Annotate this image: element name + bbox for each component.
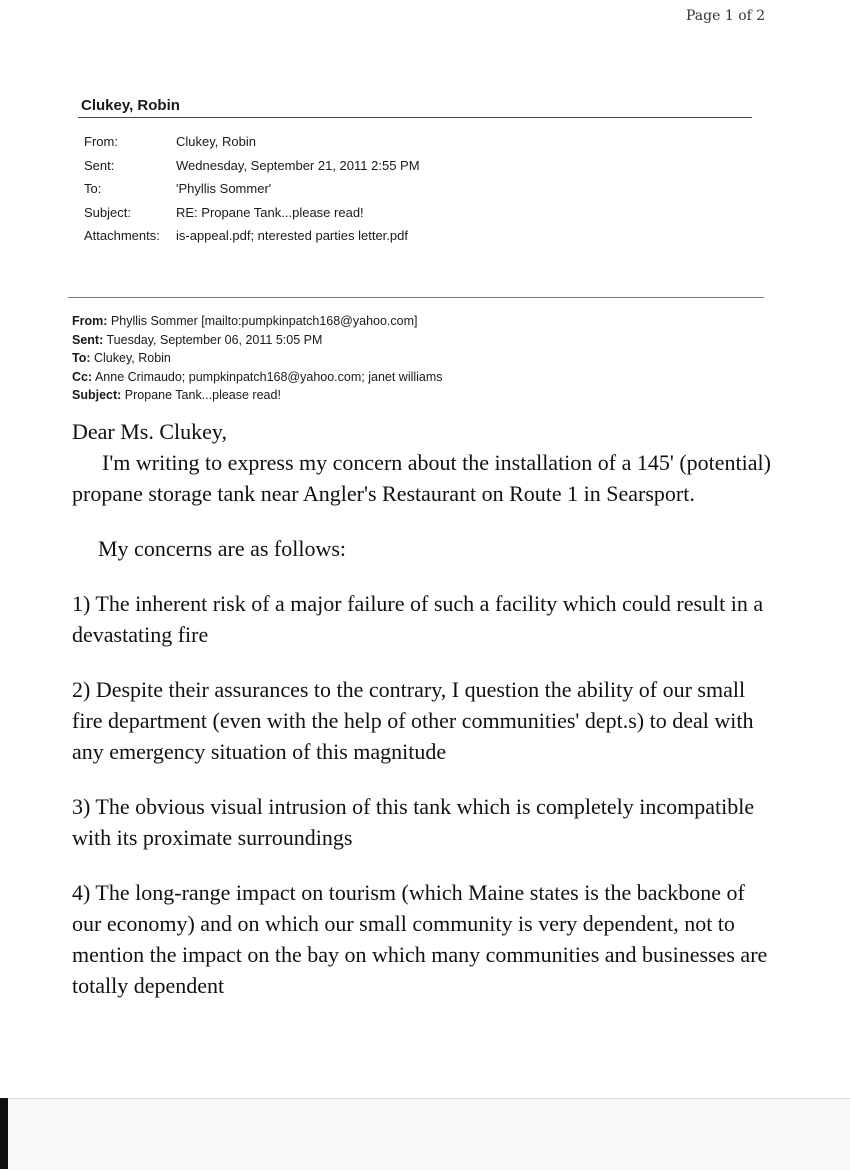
original-sent-value: Tuesday, September 06, 2011 5:05 PM <box>106 332 323 347</box>
attachments-label: Attachments: <box>84 228 160 243</box>
original-subject-label: Subject: <box>72 388 122 402</box>
original-from-row <box>72 312 443 331</box>
from-label: From: <box>84 134 118 149</box>
salutation: Dear Ms. Clukey, <box>72 419 227 444</box>
original-subject-value: Propane Tank...please read! <box>124 388 281 402</box>
concern-point-4: 4) The long-range impact on tourism (which Maine states is the backbone of our economy) and on which our small community is very dependent, not to mention the impact on the bay on which many communities and businesses are totally dependent <box>72 880 768 998</box>
original-header <box>72 312 443 405</box>
concern-point-3: 3) The obvious visual intrusion of this tank which is completely incompatible with its proximate surroundings <box>72 794 755 850</box>
original-from-value: Phyllis Sommer [mailto:pumpkinpatch168@yahoo.com] <box>110 314 418 328</box>
to-value: 'Phyllis Sommer' <box>176 181 272 196</box>
concern-point-2: 2) Despite their assurances to the contrary, I question the ability of our small fire department (even with the help of other communities' dept.s) to deal with any emergency situation of this magnitude <box>72 677 754 764</box>
attachments-value: is-appeal.pdf; nterested parties letter.pdf <box>176 228 408 243</box>
sender-name-heading: Clukey, Robin <box>81 97 180 114</box>
original-to-label: To: <box>72 351 91 365</box>
header-divider <box>78 117 752 118</box>
original-cc-label: Cc: <box>72 369 93 384</box>
original-from-label: From: <box>72 314 108 328</box>
concerns-heading: My concerns are as follows: <box>98 536 347 561</box>
original-to-value: Clukey, Robin <box>94 351 171 365</box>
letter-body <box>72 416 772 1001</box>
original-subject-row <box>72 386 443 405</box>
sent-value: Wednesday, September 21, 2011 2:55 PM <box>176 157 420 173</box>
page-number: Page 1 of 2 <box>686 8 766 24</box>
scan-page-edge <box>0 1098 850 1170</box>
concern-point-1: 1) The inherent risk of a major failure of such a facility which could result in a devastating fire <box>72 591 764 647</box>
subject-label: Subject: <box>84 204 131 220</box>
original-cc-value: Anne Crimaudo; pumpkinpatch168@yahoo.com; janet williams <box>94 369 443 384</box>
from-value: Clukey, Robin <box>176 134 256 149</box>
to-label: To: <box>84 181 102 196</box>
original-to-row <box>72 349 443 368</box>
intro-paragraph: I'm writing to express my concern about the installation of a 145' (potential) propane storage tank near Angler's Restaurant on Route 1 in Searsport. <box>72 450 771 506</box>
original-message-divider <box>68 297 764 298</box>
original-cc-row <box>72 368 443 387</box>
scan-edge-mark <box>0 1098 8 1169</box>
original-sent-label: Sent: <box>72 332 104 347</box>
original-sent-row <box>72 331 443 350</box>
subject-value: RE: Propane Tank...please read! <box>176 204 364 220</box>
sent-label: Sent: <box>84 157 115 173</box>
